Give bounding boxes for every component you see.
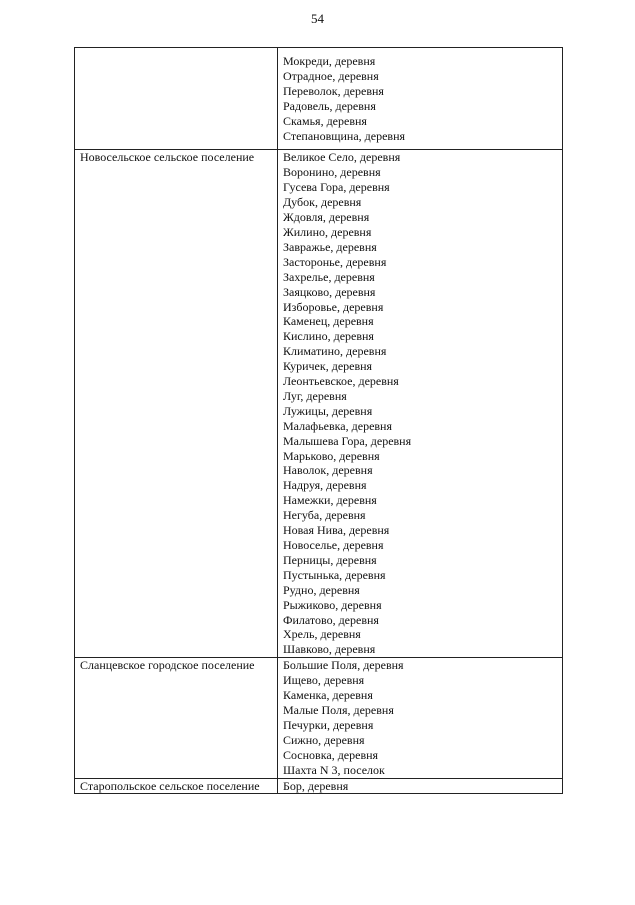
villages-cell <box>278 658 563 778</box>
settlement-name: Новосельское сельское поселение <box>80 150 255 165</box>
village-item: Заяцково, деревня <box>283 284 376 299</box>
settlement-name-cell <box>75 658 278 778</box>
village-item: Скамья, деревня <box>283 113 367 128</box>
village-item: Марьково, деревня <box>283 448 380 463</box>
village-item: Большие Поля, деревня <box>283 658 404 673</box>
village-item: Перницы, деревня <box>283 552 377 567</box>
table-row <box>75 48 563 150</box>
village-item: Хрель, деревня <box>283 627 361 642</box>
village-item: Степановщина, деревня <box>283 128 406 143</box>
village-item: Пустынька, деревня <box>283 567 386 582</box>
village-item: Сижно, деревня <box>283 732 365 747</box>
village-item: Рыжиково, деревня <box>283 597 382 612</box>
page-number: 54 <box>311 11 324 26</box>
village-item: Застоpонье, деревня <box>283 254 387 269</box>
village-item: Малафьевка, деревня <box>283 418 392 433</box>
village-item: Рудно, деревня <box>283 582 360 597</box>
village-item: Дубок, деревня <box>283 195 362 210</box>
village-item: Надруя, деревня <box>283 478 367 493</box>
village-item: Шахта N 3, поселок <box>283 762 385 777</box>
villages-cell <box>278 150 563 658</box>
village-item: Малые Поля, деревня <box>283 702 394 717</box>
villages-cell <box>278 48 563 150</box>
village-item: Великое Село, деревня <box>283 150 401 165</box>
village-item: Переволок, деревня <box>283 83 384 98</box>
settlement-name-cell <box>75 48 278 150</box>
village-item: Малышева Гора, деревня <box>283 433 412 448</box>
village-item: Мокреди, деревня <box>283 54 376 68</box>
village-item: Шавково, деревня <box>283 642 376 657</box>
village-item: Жилино, деревня <box>283 224 372 239</box>
village-item: Сосновка, деревня <box>283 747 379 762</box>
villages-cell <box>278 778 563 794</box>
village-item: Кислино, деревня <box>283 329 374 344</box>
village-item: Захрелье, деревня <box>283 269 375 284</box>
table-row <box>75 658 563 778</box>
settlement-name: Старопольское сельское поселение <box>80 778 260 793</box>
village-item: Бор, деревня <box>283 778 349 793</box>
table-row <box>75 778 563 794</box>
village-item: Гусева Гора, деревня <box>283 180 390 195</box>
village-item: Намежки, деревня <box>283 493 377 508</box>
village-item: Изборовье, деревня <box>283 299 384 314</box>
village-item: Ищево, деревня <box>283 673 365 688</box>
village-item: Филатово, деревня <box>283 612 379 627</box>
village-item: Новоселье, деревня <box>283 538 384 552</box>
village-item: Негуба, деревня <box>283 508 366 523</box>
village-item: Каменка, деревня <box>283 688 373 703</box>
table-body <box>75 48 563 794</box>
settlements-table <box>74 47 563 794</box>
village-item: Ждовля, деревня <box>283 210 370 225</box>
village-item: Лужицы, деревня <box>283 403 373 418</box>
village-item: Завражье, деревня <box>283 239 377 254</box>
village-item: Радовель, деревня <box>283 98 376 113</box>
village-item: Наволок, деревня <box>283 463 373 478</box>
village-item: Отрадное, деревня <box>283 68 379 83</box>
village-item: Луг, деревня <box>283 388 347 403</box>
village-item: Печурки, деревня <box>283 717 374 732</box>
village-item: Куричек, деревня <box>283 359 373 374</box>
table-row <box>75 150 563 658</box>
village-item: Каменец, деревня <box>283 314 374 329</box>
village-item: Климатино, деревня <box>283 344 387 359</box>
settlement-name-cell <box>75 150 278 658</box>
village-item: Воронино, деревня <box>283 165 381 180</box>
settlement-name-cell <box>75 778 278 794</box>
village-item: Леонтьевское, деревня <box>283 374 399 389</box>
settlement-name: Сланцевское городское поселение <box>80 658 255 673</box>
village-item: Новая Нива, деревня <box>283 523 390 538</box>
